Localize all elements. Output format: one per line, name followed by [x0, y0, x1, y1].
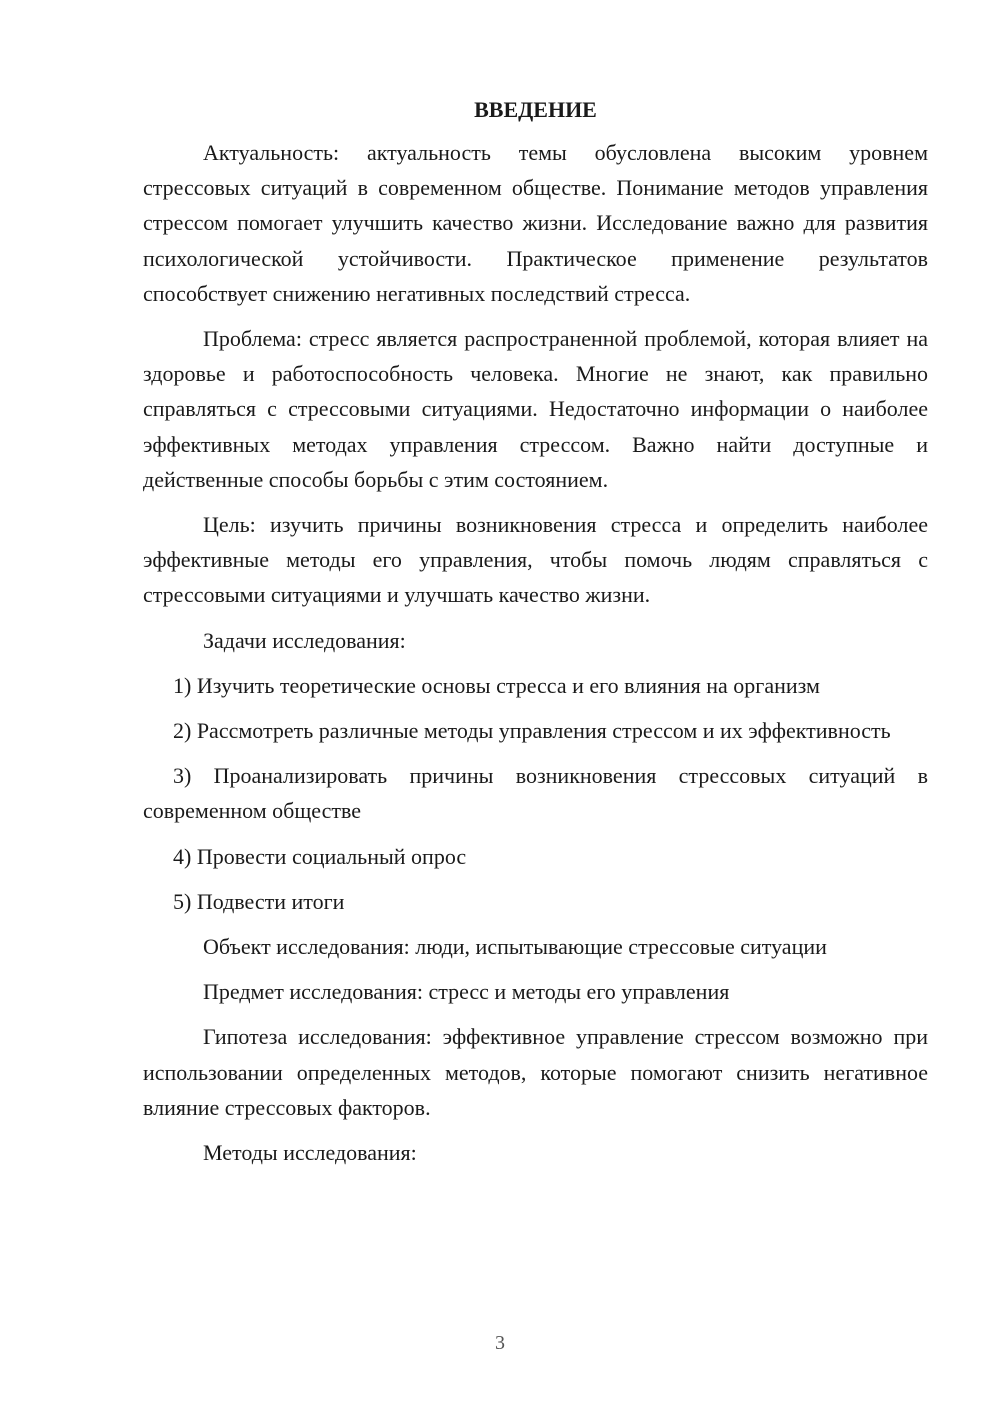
task-item-4: 4) Провести социальный опрос: [173, 843, 467, 869]
problem-paragraph: Проблема: стресс является распространенной проблемой, которая влияет на здоровье и работоспособность человека. Многие не знают, как правильно справляться с стрессовыми ситуациями. Недостаточно информации о наиболее эффективных методах управления стрессом. Важно найти доступные и действенные способы борьбы с этим состоянием.: [143, 326, 928, 492]
document-page: [143, 92, 928, 1180]
subject-paragraph: Предмет исследования: стресс и методы его управления: [203, 979, 730, 1005]
task-item-2: 2) Рассмотреть различные методы управления стрессом и их эффективность: [173, 718, 891, 744]
page-number: 3: [495, 1332, 505, 1354]
task-item-5: 5) Подвести итоги: [173, 888, 345, 914]
object-paragraph: Объект исследования: люди, испытывающие стрессовые ситуации: [203, 934, 827, 960]
task-item-1: 1) Изучить теоретические основы стресса и его влияния на организм: [173, 672, 820, 698]
methods-title: Методы исследования:: [203, 1140, 417, 1166]
task-item-3: 3) Проанализировать причины возникновения стрессовых ситуаций в современном обществе: [143, 763, 928, 824]
tasks-title: Задачи исследования:: [203, 627, 406, 653]
goal-paragraph: Цель: изучить причины возникновения стресса и определить наиболее эффективные методы его управления, чтобы помочь людям справляться с стрессовыми ситуациями и улучшать качество жизни.: [143, 512, 928, 608]
section-heading: ВВЕДЕНИЕ: [474, 97, 597, 122]
hypothesis-paragraph: Гипотеза исследования: эффективное управление стрессом возможно при использовании определенных методов, которые помогают снизить негативное влияние стрессовых факторов.: [143, 1024, 928, 1120]
relevance-paragraph: Актуальность: актуальность темы обусловлена высоким уровнем стрессовых ситуаций в современном обществе. Понимание методов управления стрессом помогает улучшить качество жизни. Исследование важно для развития психологической устойчивости. Практическое применение результатов способствует снижению негативных последствий стресса.: [143, 140, 928, 306]
